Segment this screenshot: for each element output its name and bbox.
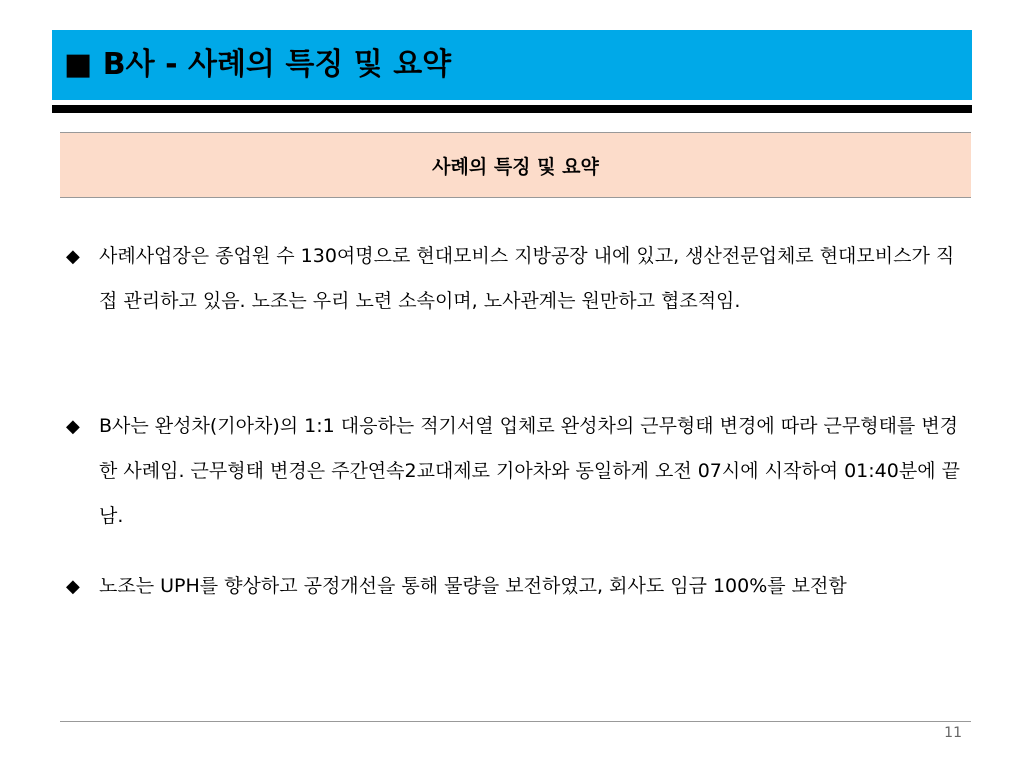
diamond-bullet-icon: ◆ xyxy=(66,576,80,597)
diamond-bullet-icon: ◆ xyxy=(66,416,80,437)
bullet-item xyxy=(66,234,966,324)
bullet-text: B사는 완성차(기아차)의 1:1 대응하는 적기서열 업체로 완성차의 근무형태 변경에 따라 근무형태를 변경한 사례임. 근무형태 변경은 주간연속2교대제로 기아차와 동일하게 오전 07시에 시작하여 01:40분에 끝남. xyxy=(99,415,960,527)
bullet-item xyxy=(66,564,966,609)
title-underline-rule xyxy=(52,105,972,113)
page-number: 11 xyxy=(944,725,962,741)
slide-title: ■ B사 - 사례의 특징 및 요약 xyxy=(64,47,452,82)
diamond-bullet-icon: ◆ xyxy=(66,246,80,267)
footer-divider xyxy=(60,721,971,722)
bullet-text: 사례사업장은 종업원 수 130여명으로 현대모비스 지방공장 내에 있고, 생산전문업체로 현대모비스가 직접 관리하고 있음. 노조는 우리 노련 소속이며, 노사관계는 원만하고 협조적임. xyxy=(99,245,955,312)
summary-table-header xyxy=(60,132,971,198)
summary-table-header-label: 사례의 특징 및 요약 xyxy=(432,155,599,178)
bullet-text: 노조는 UPH를 향상하고 공정개선을 통해 물량을 보전하였고, 회사도 임금 100%를 보전함 xyxy=(99,575,847,597)
bullet-item xyxy=(66,404,966,539)
